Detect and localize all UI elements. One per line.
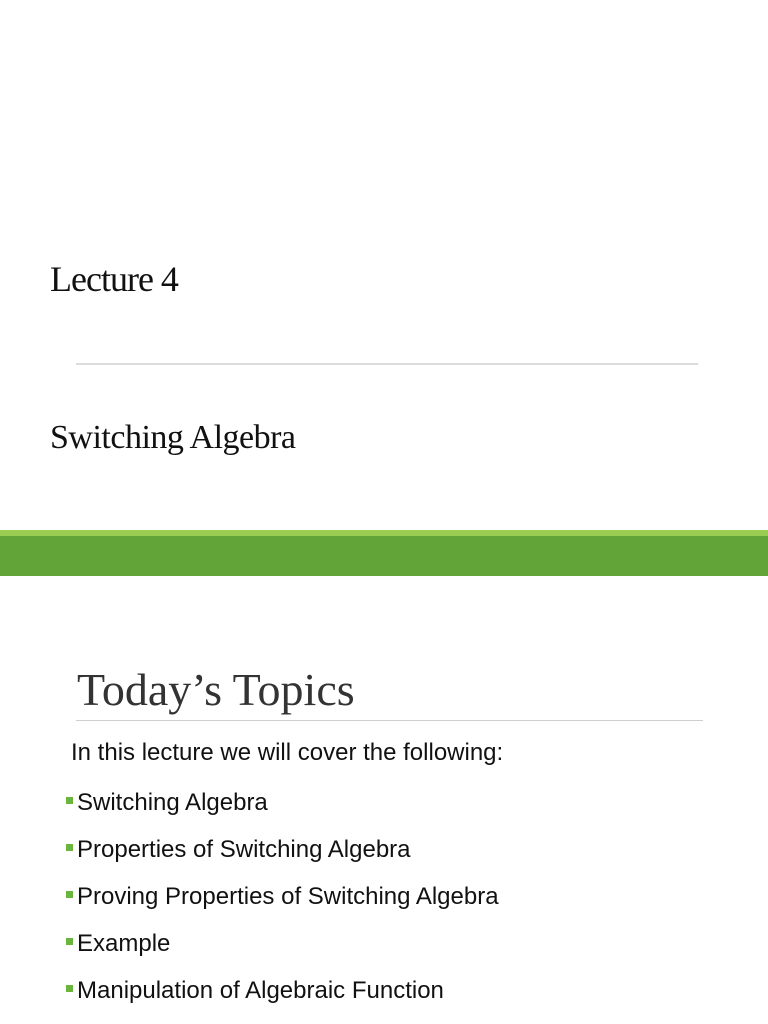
title-divider [76, 363, 698, 365]
topic-list [66, 789, 499, 1024]
slide-heading: Today’s Topics [77, 664, 355, 715]
slide-subtitle: Switching Algebra [50, 419, 296, 456]
square-bullet-icon [66, 985, 73, 992]
list-item-label: Switching Algebra [77, 789, 268, 816]
square-bullet-icon [66, 844, 73, 851]
list-item-label: Proving Properties of Switching Algebra [77, 883, 499, 910]
slide-title: Lecture 4 [50, 259, 178, 299]
square-bullet-icon [66, 797, 73, 804]
list-item [66, 930, 499, 977]
intro-text: In this lecture we will cover the following: [71, 739, 504, 766]
square-bullet-icon [66, 938, 73, 945]
list-item-label: Example [77, 930, 171, 957]
list-item [66, 836, 499, 883]
list-item [66, 977, 499, 1024]
list-item-label: Properties of Switching Algebra [77, 836, 411, 863]
list-item-label: Manipulation of Algebraic Function [77, 977, 444, 1004]
list-item [66, 883, 499, 930]
list-item [66, 789, 499, 836]
slide-separator-band [0, 536, 768, 576]
heading-divider [76, 720, 703, 721]
square-bullet-icon [66, 891, 73, 898]
